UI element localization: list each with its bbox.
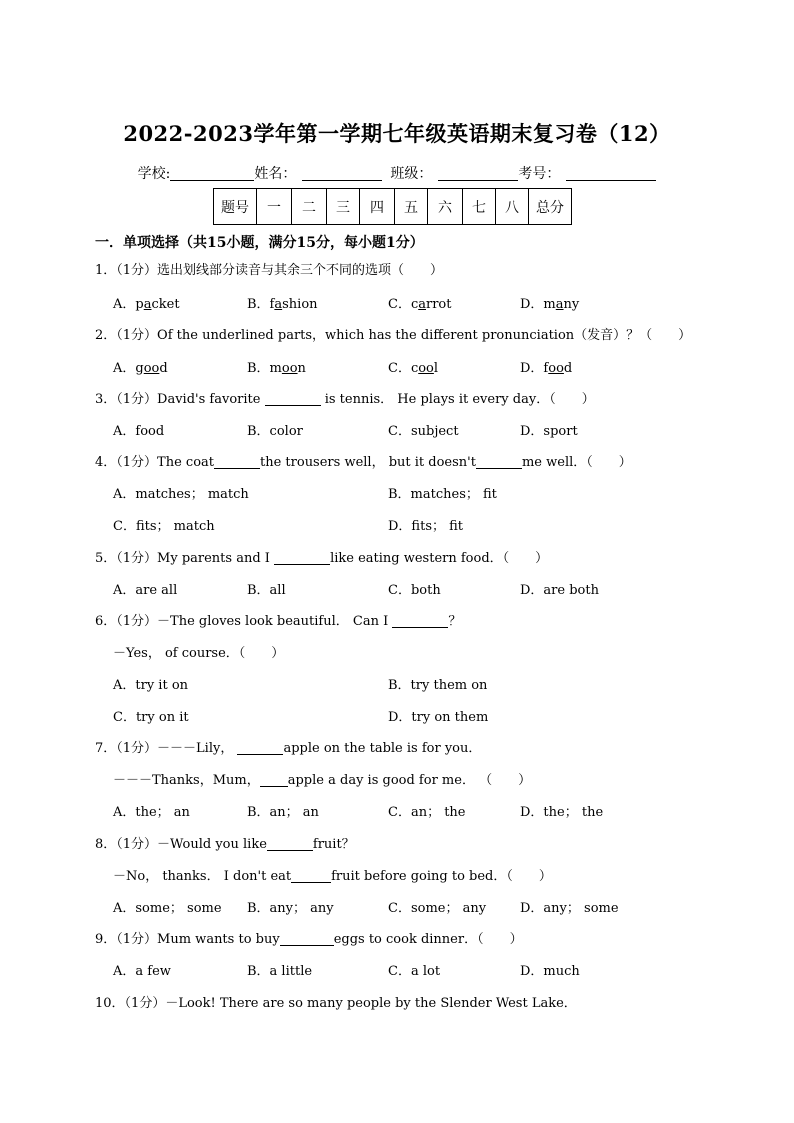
answer-blank[interactable] [392,615,448,628]
question-5-option-c[interactable]: C．both [388,583,441,598]
question-9-option-d[interactable]: D．much [520,964,580,979]
question-8-option-b[interactable]: B．any； any [247,901,334,916]
score-cell: 二 [292,189,327,225]
question-6-stem-line-2: －Yes， of course．（ ） [113,646,285,661]
question-9-option-b[interactable]: B．a little [247,964,313,979]
question-2-stem: 2．（1分）Of the underlined parts，which has the different pronunciation（发音）？（ ） [95,328,692,343]
question-6-option-d[interactable]: D．try on them [388,710,489,725]
class-label: 班级： [390,166,433,182]
question-4-option-a[interactable]: A．matches； match [113,487,249,502]
question-3-stem: 3．（1分）David's favorite is tennis． He plays it every day．（ ） [95,392,595,407]
class-blank[interactable] [438,166,518,181]
question-6-option-a[interactable]: A．try it on [113,678,189,693]
question-9-stem: 9．（1分）Mum wants to buy eggs to cook dinner．（ ） [95,932,523,947]
question-4-stem: 4．（1分）The coat the trousers well， but it doesn't me well．（ ） [95,455,632,470]
question-10-stem: 10．（1分）－Look! There are so many people by the Slender West Lake． [95,996,577,1011]
score-cell: 三 [327,189,360,225]
question-4-option-c[interactable]: C．fits； match [113,519,215,534]
question-7-option-d[interactable]: D．the； the [520,805,604,820]
question-8-stem-line-2: －No， thanks． I don't eat fruit before going to bed．（ ） [113,869,552,884]
section-heading: 一．单项选择（共15小题，满分15分，每小题1分） [95,235,424,251]
question-6-option-b[interactable]: B．try them on [388,678,488,693]
score-cell: 一 [257,189,292,225]
question-1-option-a[interactable]: A．packet [113,297,180,312]
number-label: 考号： [518,166,561,182]
question-3-option-b[interactable]: B．color [247,424,303,439]
question-8-stem: 8．（1分）－Would you like fruit？ [95,837,355,852]
question-8-option-a[interactable]: A．some； some [113,901,222,916]
question-3-option-a[interactable]: A．food [113,424,165,439]
question-1-option-d[interactable]: D．many [520,297,580,312]
page-title: 2022-2023学年第一学期七年级英语期末复习卷（12） [123,121,671,146]
answer-blank[interactable] [265,393,321,406]
question-7-option-a[interactable]: A．the； an [113,805,190,820]
answer-blank[interactable] [274,552,330,565]
score-cell: 题号 [214,189,257,225]
answer-blank[interactable] [291,870,331,883]
score-cell: 六 [428,189,463,225]
question-6-stem: 6．（1分）－The gloves look beautiful． Can I ？ [95,614,462,629]
answer-blank[interactable] [237,742,283,755]
question-8-option-c[interactable]: C．some； any [388,901,487,916]
question-9-option-c[interactable]: C．a lot [388,964,441,979]
score-table-header-row [214,189,572,225]
question-1-option-c[interactable]: C．carrot [388,297,452,312]
school-blank[interactable] [170,166,254,181]
question-1-stem: 1．（1分）选出划线部分读音与其余三个不同的选项（ ） [95,263,444,278]
score-cell: 五 [395,189,428,225]
score-cell: 七 [463,189,496,225]
question-3-option-d[interactable]: D．sport [520,424,578,439]
question-6-option-c[interactable]: C．try on it [113,710,189,725]
score-cell: 总分 [529,189,572,225]
question-5-option-b[interactable]: B．all [247,583,286,598]
score-cell: 八 [496,189,529,225]
number-blank[interactable] [566,166,656,181]
question-4-option-b[interactable]: B．matches； fit [388,487,497,502]
question-7-stem: 7．（1分）－－－Lily， apple on the table is for you． [95,741,482,756]
score-cell: 四 [360,189,395,225]
question-7-option-c[interactable]: C．an； the [388,805,466,820]
question-7-stem-line-2: －－－Thanks，Mum， apple a day is good for me． （ ） [113,773,532,788]
score-table [213,188,572,225]
question-3-option-c[interactable]: C．subject [388,424,459,439]
question-5-option-d[interactable]: D．are both [520,583,599,598]
question-2-option-c[interactable]: C．cool [388,361,439,376]
name-label: 姓名： [254,166,297,182]
answer-blank[interactable] [280,933,334,946]
answer-blank[interactable] [214,456,260,469]
question-5-option-a[interactable]: A．are all [113,583,178,598]
question-4-option-d[interactable]: D．fits； fit [388,519,464,534]
question-9-option-a[interactable]: A．a few [113,964,171,979]
answer-blank[interactable] [260,774,288,787]
name-blank[interactable] [302,166,382,181]
answer-blank[interactable] [267,838,313,851]
student-info-line [0,163,794,183]
question-5-stem: 5．（1分）My parents and I like eating western food．（ ） [95,551,549,566]
question-7-option-b[interactable]: B．an； an [247,805,319,820]
question-1-option-b[interactable]: B．fashion [247,297,318,312]
answer-blank[interactable] [476,456,522,469]
question-2-option-b[interactable]: B．moon [247,361,306,376]
question-2-option-d[interactable]: D．food [520,361,573,376]
question-2-option-a[interactable]: A．good [113,361,168,376]
question-8-option-d[interactable]: D．any； some [520,901,619,916]
school-label: 学校: [137,166,171,182]
